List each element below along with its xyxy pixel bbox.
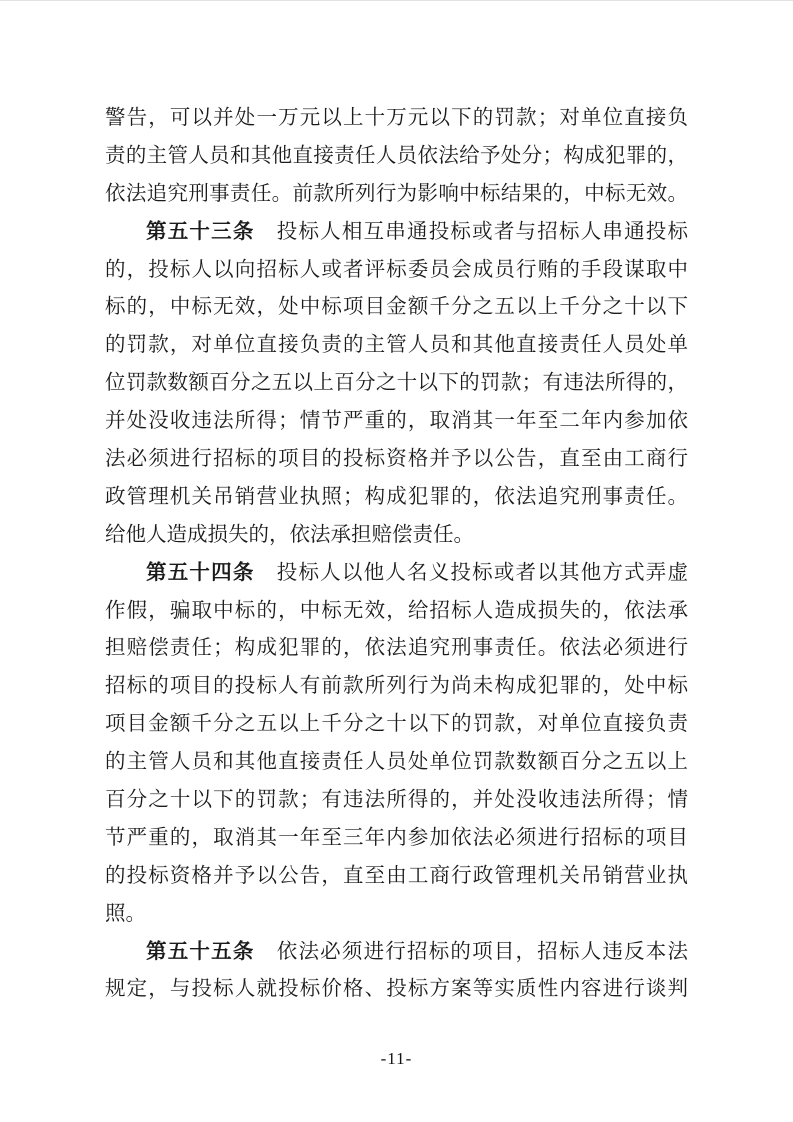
text-line: 担赔偿责任；构成犯罪的，依法追究刑事责任。依法必须进行 <box>105 635 688 660</box>
text-line: 法必须进行招标的项目的投标资格并予以公告，直至由工商行 <box>105 446 688 471</box>
text-line: 第五十四条 投标人以他人名义投标或者以其他方式弄虚 <box>146 559 689 584</box>
text-line: 给他人造成损失的，依法承担赔偿责任。 <box>105 521 474 546</box>
text-line: 作假，骗取中标的，中标无效，给招标人造成损失的，依法承 <box>105 597 688 622</box>
text-line: 的投标资格并予以公告，直至由工商行政管理机关吊销营业执 <box>105 862 688 887</box>
text-line: 警告，可以并处一万元以上十万元以下的罚款；对单位直接负 <box>105 105 688 129</box>
article-number-label: 第五十三条 <box>146 218 255 243</box>
document-body <box>105 99 688 1008</box>
text-line: 政管理机关吊销营业执照；构成犯罪的，依法追究刑事责任。 <box>105 483 688 508</box>
text-line: 节严重的，取消其一年至三年内参加依法必须进行招标的项目 <box>105 824 688 849</box>
text-line: 的罚款，对单位直接负责的主管人员和其他直接责任人员处单 <box>105 332 688 357</box>
page-footer <box>0 1049 793 1069</box>
text-line: 依法追究刑事责任。前款所列行为影响中标结果的，中标无效。 <box>105 180 688 205</box>
article-number-label: 第五十五条 <box>146 938 255 963</box>
text-line: 第五十五条 依法必须进行招标的项目，招标人违反本法 <box>146 938 689 963</box>
text-line: 照。 <box>105 900 146 925</box>
text-line: 的主管人员和其他直接责任人员处单位罚款数额百分之五以上 <box>105 749 688 774</box>
text-line: 标的，中标无效，处中标项目金额千分之五以上千分之十以下 <box>105 294 688 319</box>
text-line: 项目金额千分之五以上千分之十以下的罚款，对单位直接负责 <box>105 711 688 736</box>
text-line: 位罚款数额百分之五以上百分之十以下的罚款；有违法所得的， <box>105 370 688 395</box>
text-line: 责的主管人员和其他直接责任人员依法给予处分；构成犯罪的， <box>105 142 688 167</box>
page-number: -11- <box>380 1049 413 1068</box>
text-line: 招标的项目的投标人有前款所列行为尚未构成犯罪的，处中标 <box>105 673 688 698</box>
text-line: 百分之十以下的罚款；有违法所得的，并处没收违法所得；情 <box>105 787 688 812</box>
text-line: 第五十三条 投标人相互串通投标或者与招标人串通投标 <box>146 218 689 243</box>
article-number-label: 第五十四条 <box>146 559 255 584</box>
text-line: 的，投标人以向招标人或者评标委员会成员行贿的手段谋取中 <box>105 256 688 281</box>
text-line: 并处没收违法所得；情节严重的，取消其一年至二年内参加依 <box>105 408 688 433</box>
text-line: 规定，与投标人就投标价格、投标方案等实质性内容进行谈判 <box>105 976 688 1001</box>
